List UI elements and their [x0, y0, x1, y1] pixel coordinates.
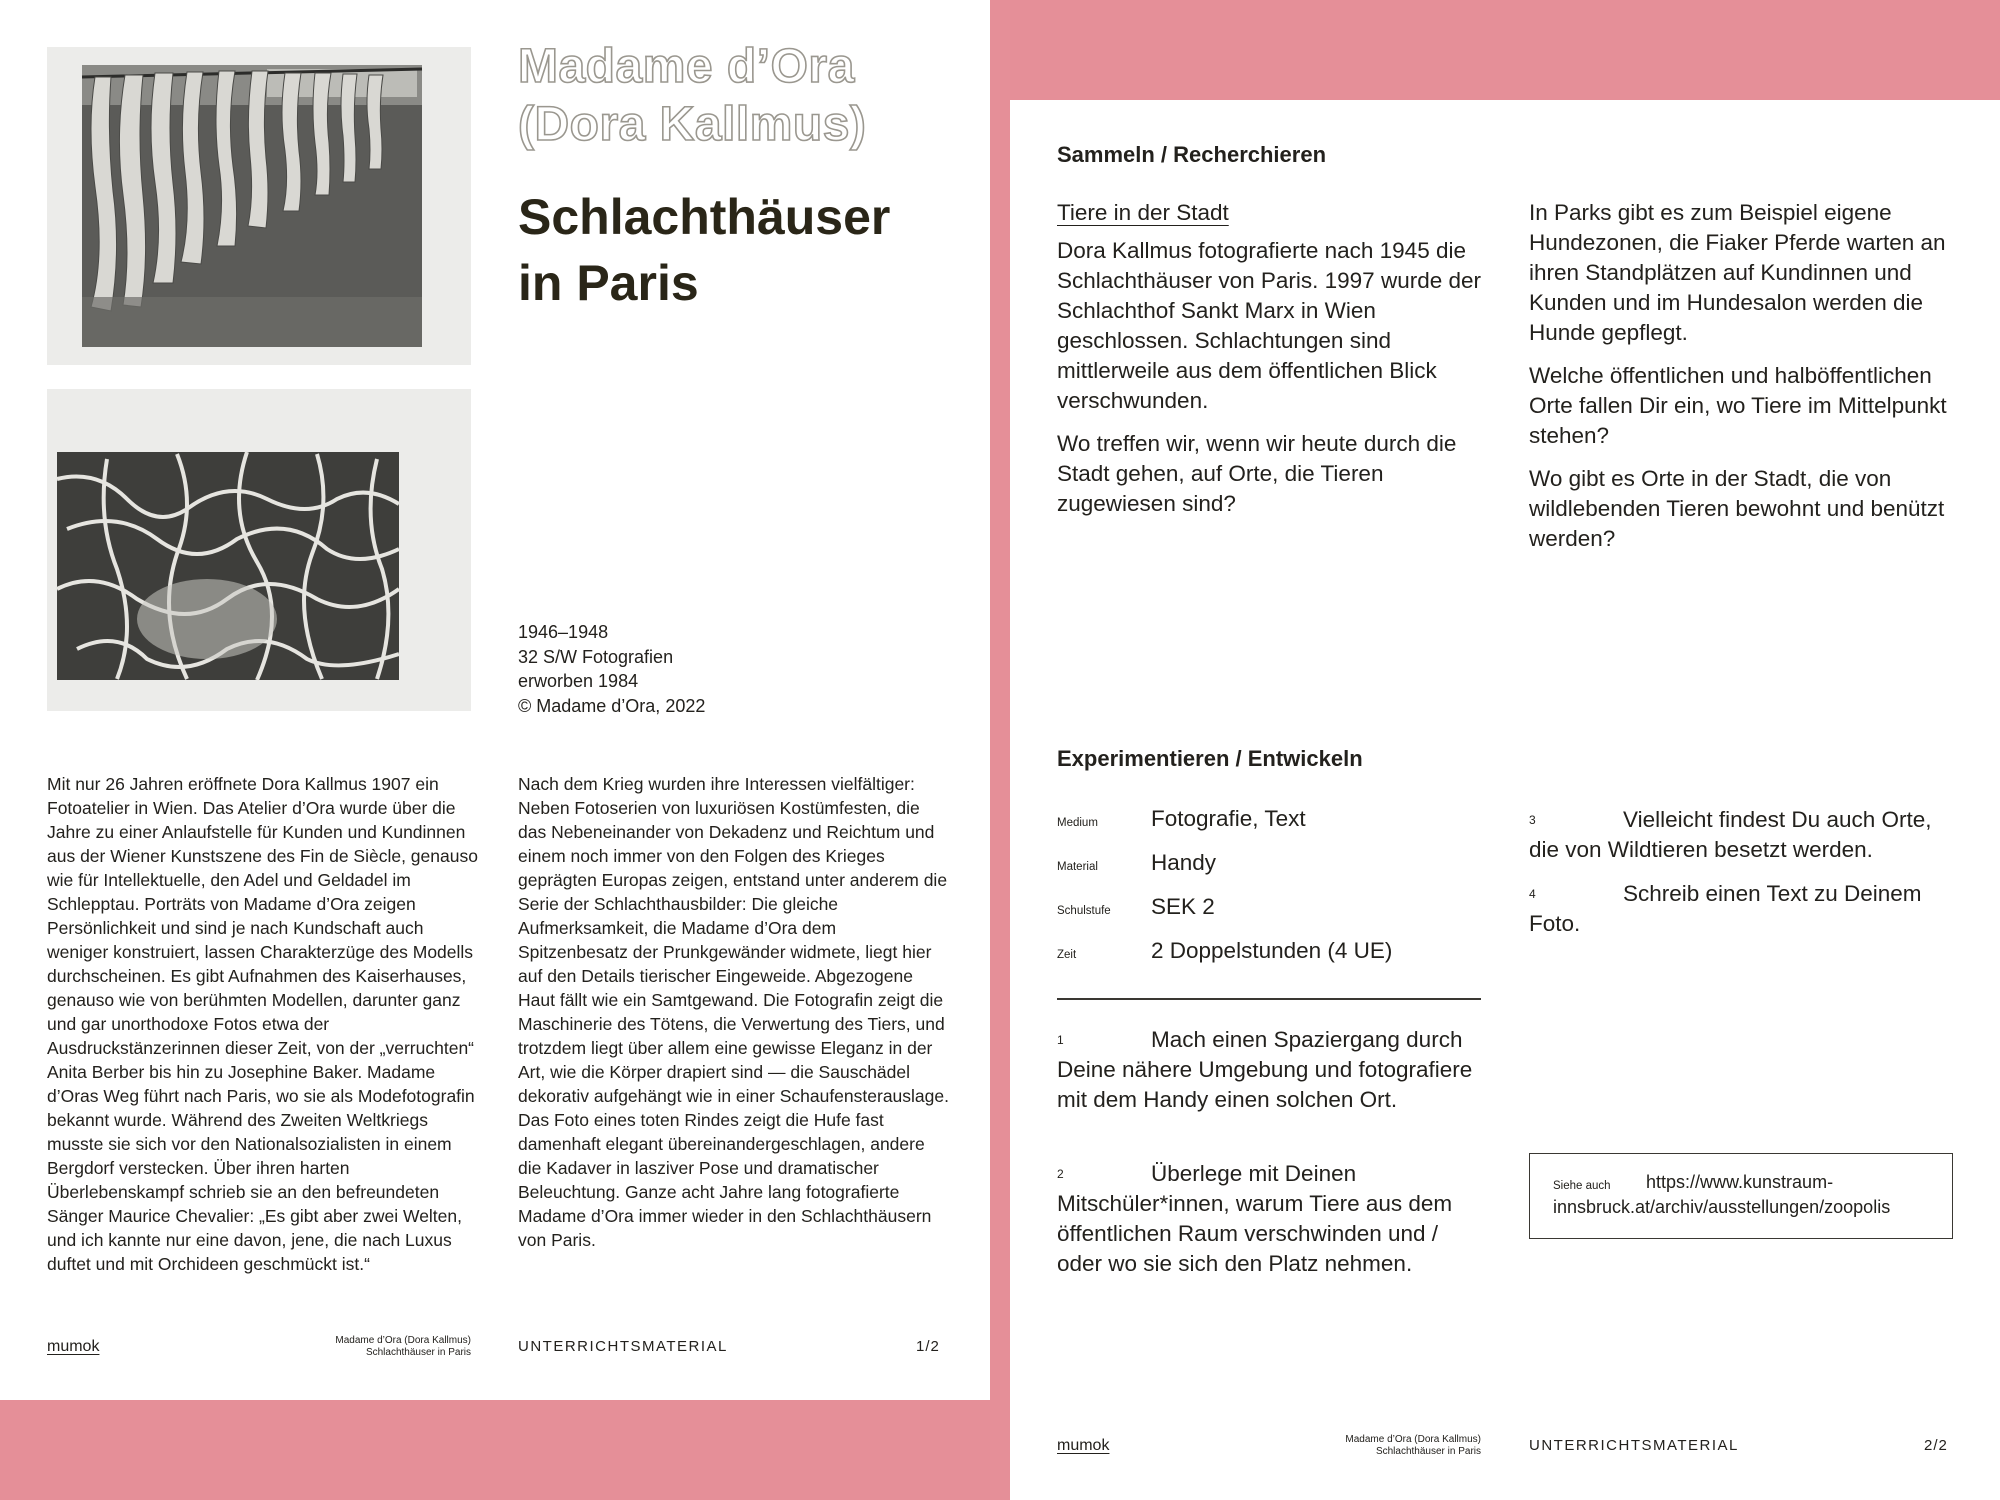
meta-key: Zeit	[1057, 949, 1077, 961]
page-number: 2/2	[1924, 1437, 1948, 1454]
task-step-3	[1529, 805, 1959, 865]
task-step-2	[1057, 1159, 1487, 1279]
collect-right-column	[1529, 198, 1959, 567]
artist-name-line1: Madame d’Ora	[518, 40, 855, 93]
mumok-logo[interactable]: mumok	[1057, 1437, 1110, 1454]
footer-label: UNTERRICHTSMATERIAL	[1529, 1437, 1739, 1454]
footer-credit-line1: Madame d’Ora (Dora Kallmus)	[335, 1335, 471, 1346]
meta-value: 2 Doppelstunden (4 UE)	[1151, 938, 1393, 963]
page-number: 1/2	[916, 1338, 940, 1355]
see-also-link-line1[interactable]: https://www.kunstraum-	[1646, 1172, 1834, 1192]
page-title-line1: Schlachthäuser	[518, 189, 891, 245]
photo-membrane-detail	[47, 389, 471, 711]
footer-label: UNTERRICHTSMATERIAL	[518, 1338, 728, 1355]
step-number: 1	[1057, 1033, 1064, 1047]
meta-row-time	[1057, 938, 1392, 964]
task-step-4	[1529, 879, 1959, 939]
fact-copyright: © Madame d’Ora, 2022	[518, 695, 706, 716]
body-text-right: Nach dem Krieg wurden ihre Interessen vielfältiger: Neben Fotoserien von luxuriösen Kostümfesten, die das Nebeneinander von Dekadenz und Reichtum und einem noch immer von den Folgen des Krieges geprägten Europas zeigen, entstand unter anderem die Serie der Schlachthausbilder: Die gleiche Aufmerksamkeit, die Madame d’Ora dem Spitzenbesatz der Prunkgewänder widmete, liegt hier auf den Details tierischer Eingeweide. Abgezogene Haut fällt wie ein Samtgewand. Die Fotografin zeigt die Maschinerie des Tötens, die Verwertung des Tiers, und trotzdem liegt über allem eine gewisse Eleganz in der Art, wie die Körper drapiert sind — die Sauschädel dekorativ aufgehängt wie in einer Schaufensterauslage. Das Foto eines toten Rindes zeigt die Hufe fast damenhaft elegant übereinandergeschlagen, andere die Kadaver in lasziver Pose und dramatischer Beleuchtung. Ganze acht Jahre lang fotografierte Madame d’Ora immer wieder in den Schlachthäusern von Paris.	[518, 774, 949, 1250]
see-also-link-line2[interactable]: innsbruck.at/archiv/ausstellungen/zoopolis	[1553, 1197, 1891, 1217]
collect-left-column	[1057, 198, 1487, 532]
meta-key: Material	[1057, 861, 1098, 873]
meta-value: Fotografie, Text	[1151, 806, 1306, 831]
footer-credit	[211, 1335, 471, 1359]
footer-credit-line2: Schlachthäuser in Paris	[1375, 1446, 1481, 1457]
step-text: Überlege mit Deinen Mitschüler*innen, warum Tiere aus dem öffentlichen Raum verschwinden und / oder wo sie sich den Platz nehmen.	[1057, 1161, 1453, 1276]
collect-paragraph-4: Welche öffentlichen und halböffentlichen Orte fallen Dir ein, wo Tiere im Mittelpunkt stehen?	[1529, 363, 1947, 448]
meta-value: SEK 2	[1151, 894, 1215, 919]
footer-credit	[1221, 1434, 1481, 1458]
meta-row-medium	[1057, 806, 1306, 832]
collect-paragraph-1: Dora Kallmus fotografierte nach 1945 die Schlachthäuser von Paris. 1997 wurde der Schlachthof Sankt Marx in Wien geschlossen. Schlachtungen sind mittlerweile aus dem öffentlichen Blick verschwunden.	[1057, 238, 1481, 413]
divider	[1057, 998, 1481, 1000]
mumok-logo[interactable]: mumok	[47, 1338, 100, 1355]
body-text-left: Mit nur 26 Jahren eröffnete Dora Kallmus 1907 ein Fotoatelier in Wien. Das Atelier d’Ora wurde über die Jahre zu einer Anlaufstelle für Kunden und Kundinnen aus der Wiener Kunstszene des Fin de Siècle, genauso wie für Intellektuelle, den Adel und Geldadel im Schlepptau. Porträts von Madame d’Ora zeigen Persönlichkeit und sind je nach Kundschaft auch weniger konstruiert, lassen Charakterzüge des Modells durchscheinen. Es gibt Aufnahmen des Kaiserhauses, genauso wie von berühmten Modellen, darunter ganz und gar unorthodoxe Fotos etwa der Ausdruckstänzerinnen dieser Zeit, von der „verruchten“ Anita Berber bis hin zu Josephine Baker. Madame d’Oras Weg führt nach Paris, wo sie als Modefotografin bekannt wurde. Während des Zweiten Weltkriegs musste sie sich vor den Nationalsozialisten in einem Bergdorf verstecken. Über ihren harten Überlebenskampf schrieb sie an den befreundeten Sänger Maurice Chevalier: „Es gibt aber zwei Welten, und ich kannte nur eine davon, jene, die nach Luxus duftet und mit Orchideen geschmückt ist.“	[47, 774, 478, 1274]
worksheet-page-2	[1010, 100, 2000, 1500]
meta-key: Medium	[1057, 817, 1098, 829]
meta-key: Schulstufe	[1057, 905, 1111, 917]
collect-paragraph-3: In Parks gibt es zum Beispiel eigene Hundezonen, die Fiaker Pferde warten an ihren Standplätzen auf Kundinnen und Kunden und im Hundesalon werden die Hunde gepflegt.	[1529, 200, 1946, 345]
page-title-line2: in Paris	[518, 255, 699, 311]
step-text: Mach einen Spaziergang durch Deine nähere Umgebung und fotografiere mit dem Handy einen solchen Ort.	[1057, 1027, 1473, 1112]
see-also-label: Siehe auch	[1553, 1180, 1611, 1192]
meta-value: Handy	[1151, 850, 1217, 875]
step-text: Schreib einen Text zu Deinem Foto.	[1529, 881, 1922, 936]
step-text: Vielleicht findest Du auch Orte, die von Wildtieren besetzt werden.	[1529, 807, 1932, 862]
photo-slaughterhouse-carcasses	[47, 47, 471, 365]
section-title-collect: Sammeln / Recherchieren	[1057, 142, 1327, 167]
fact-years: 1946–1948	[518, 622, 609, 642]
fact-acquired: erworben 1984	[518, 671, 639, 691]
worksheet-page-1	[0, 0, 990, 1400]
see-also-box	[1529, 1153, 1953, 1239]
artist-name	[518, 38, 866, 154]
page-title	[518, 184, 958, 316]
fact-count: 32 S/W Fotografien	[518, 646, 674, 667]
meta-row-level	[1057, 894, 1215, 920]
topic-heading: Tiere in der Stadt	[1057, 200, 1229, 225]
step-number: 3	[1529, 813, 1536, 827]
step-number: 4	[1529, 887, 1536, 901]
footer-credit-line2: Schlachthäuser in Paris	[365, 1347, 471, 1358]
meta-row-material	[1057, 850, 1216, 876]
collect-paragraph-5: Wo gibt es Orte in der Stadt, die von wildlebenden Tieren bewohnt und benützt werden?	[1529, 466, 1945, 551]
artist-name-line2: (Dora Kallmus)	[518, 98, 867, 151]
footer-credit-line1: Madame d’Ora (Dora Kallmus)	[1345, 1434, 1481, 1445]
step-number: 2	[1057, 1167, 1064, 1181]
collect-paragraph-2: Wo treffen wir, wenn wir heute durch die Stadt gehen, auf Orte, die Tieren zugewiesen sind?	[1057, 431, 1457, 516]
work-facts	[518, 620, 705, 718]
section-title-experiment: Experimentieren / Entwickeln	[1057, 746, 1363, 771]
task-step-1	[1057, 1025, 1487, 1115]
